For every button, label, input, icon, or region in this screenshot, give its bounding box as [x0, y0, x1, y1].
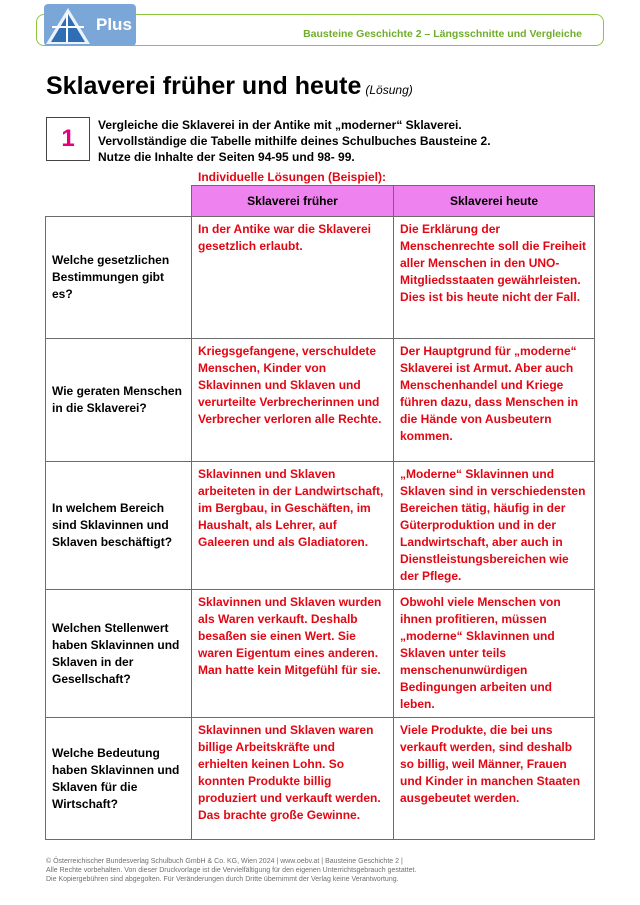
- plus-logo-icon: [44, 4, 136, 52]
- instruction-line: Vergleiche die Sklaverei in der Antike mit „moderner“ Sklaverei.: [98, 118, 462, 132]
- footer-line: Alle Rechte vorbehalten. Von dieser Druckvorlage ist die Vervielfältigung für den eigenen Unterrichtsgebrauch gestattet.: [46, 867, 417, 874]
- footer-line: © Österreichischer Bundesverlag Schulbuch GmbH & Co. KG, Wien 2024 | www.oebv.at | Bausteine Geschichte 2 |: [46, 858, 403, 865]
- table-header-past: Sklaverei früher: [192, 186, 394, 217]
- row-question: Welchen Stellenwert haben Sklavinnen und Sklaven in der Gesellschaft?: [46, 590, 192, 718]
- page-title-suffix: (Lösung): [365, 83, 413, 97]
- footer-line: Die Kopiergebühren sind abgegolten. Für Veränderungen durch Dritte übernimmt der Verlag keine Verantwortung.: [46, 876, 399, 883]
- comparison-table: [45, 185, 595, 840]
- row-answer-today: Viele Produkte, die bei uns verkauft werden, sind deshalb so billig, weil Männer, Frauen und Kinder in manchen Staaten ausgebeutet werden.: [394, 718, 595, 840]
- row-answer-past: Kriegsgefangene, verschuldete Menschen, Kinder von Sklavinnen und Sklaven und verurteilte Verbrecherinnen und Verbrecher verloren alle Rechte.: [192, 339, 394, 462]
- row-answer-past: Sklavinnen und Sklaven waren billige Arbeitskräfte und erhielten keinen Lohn. So konnten Produkte billig produziert und verkauft werden. Das brachte große Gewinne.: [192, 718, 394, 840]
- row-answer-today: Der Hauptgrund für „moderne“ Sklaverei ist Armut. Aber auch Menschenhandel und Kriege führen dazu, dass Menschen in die Hände von Ausbeutern kommen.: [394, 339, 595, 462]
- row-answer-today: „Moderne“ Sklavinnen und Sklaven sind in verschiedensten Bereichen tätig, häufig in der Güterproduktion und in der Landwirtschaft, aber auch in Dienstleistungsbereichen wie der Pflege.: [394, 462, 595, 590]
- instruction-line: Nutze die Inhalte der Seiten 94-95 und 98- 99.: [98, 150, 355, 164]
- footer: [46, 857, 606, 884]
- table-row: [46, 590, 595, 718]
- task-number: 1: [46, 117, 90, 161]
- row-answer-past: Sklavinnen und Sklaven wurden als Waren verkauft. Deshalb besaßen sie einen Wert. Sie waren Eigentum eines anderen. Man hatte kein Mitgefühl für sie.: [192, 590, 394, 718]
- page-title-main: Sklaverei früher und heute: [46, 72, 362, 100]
- table-header-today: Sklaverei heute: [394, 186, 595, 217]
- page-title: [46, 72, 413, 101]
- table-row: [46, 217, 595, 339]
- table-header-row: [46, 186, 595, 217]
- row-answer-past: Sklavinnen und Sklaven arbeiteten in der Landwirtschaft, im Bergbau, in Geschäften, im Haushalt, als Lehrer, auf Galeeren und als Gladiatoren.: [192, 462, 394, 590]
- solution-note: Individuelle Lösungen (Beispiel):: [197, 170, 386, 184]
- row-question: Wie geraten Menschen in die Sklaverei?: [46, 339, 192, 462]
- instruction-line: Vervollständige die Tabelle mithilfe deines Schulbuches Bausteine 2.: [98, 134, 491, 148]
- row-question: Welche gesetzlichen Bestimmungen gibt es?: [46, 217, 192, 339]
- table-row: [46, 339, 595, 462]
- table-header-corner: [46, 186, 192, 217]
- row-answer-today: Die Erklärung der Menschenrechte soll die Freiheit aller Menschen in den UNO-Mitgliedsstaaten gewährleisten. Dies ist bis heute nicht der Fall.: [394, 217, 595, 339]
- table-row: [46, 462, 595, 590]
- task-instructions: [98, 117, 568, 165]
- row-question: Welche Bedeutung haben Sklavinnen und Sklaven für die Wirtschaft?: [46, 718, 192, 840]
- series-title: Bausteine Geschichte 2 – Längsschnitte und Vergleiche: [303, 28, 582, 40]
- row-answer-today: Obwohl viele Menschen von ihnen profitieren, müssen „moderne“ Sklavinnen und Sklaven unter teils menschenunwürdigen Bedingungen arbeiten und leben.: [394, 590, 595, 718]
- row-answer-past: In der Antike war die Sklaverei gesetzlich erlaubt.: [192, 217, 394, 339]
- table-row: [46, 718, 595, 840]
- logo-text: Plus: [96, 15, 132, 34]
- row-question: In welchem Bereich sind Sklavinnen und Sklaven beschäftigt?: [46, 462, 192, 590]
